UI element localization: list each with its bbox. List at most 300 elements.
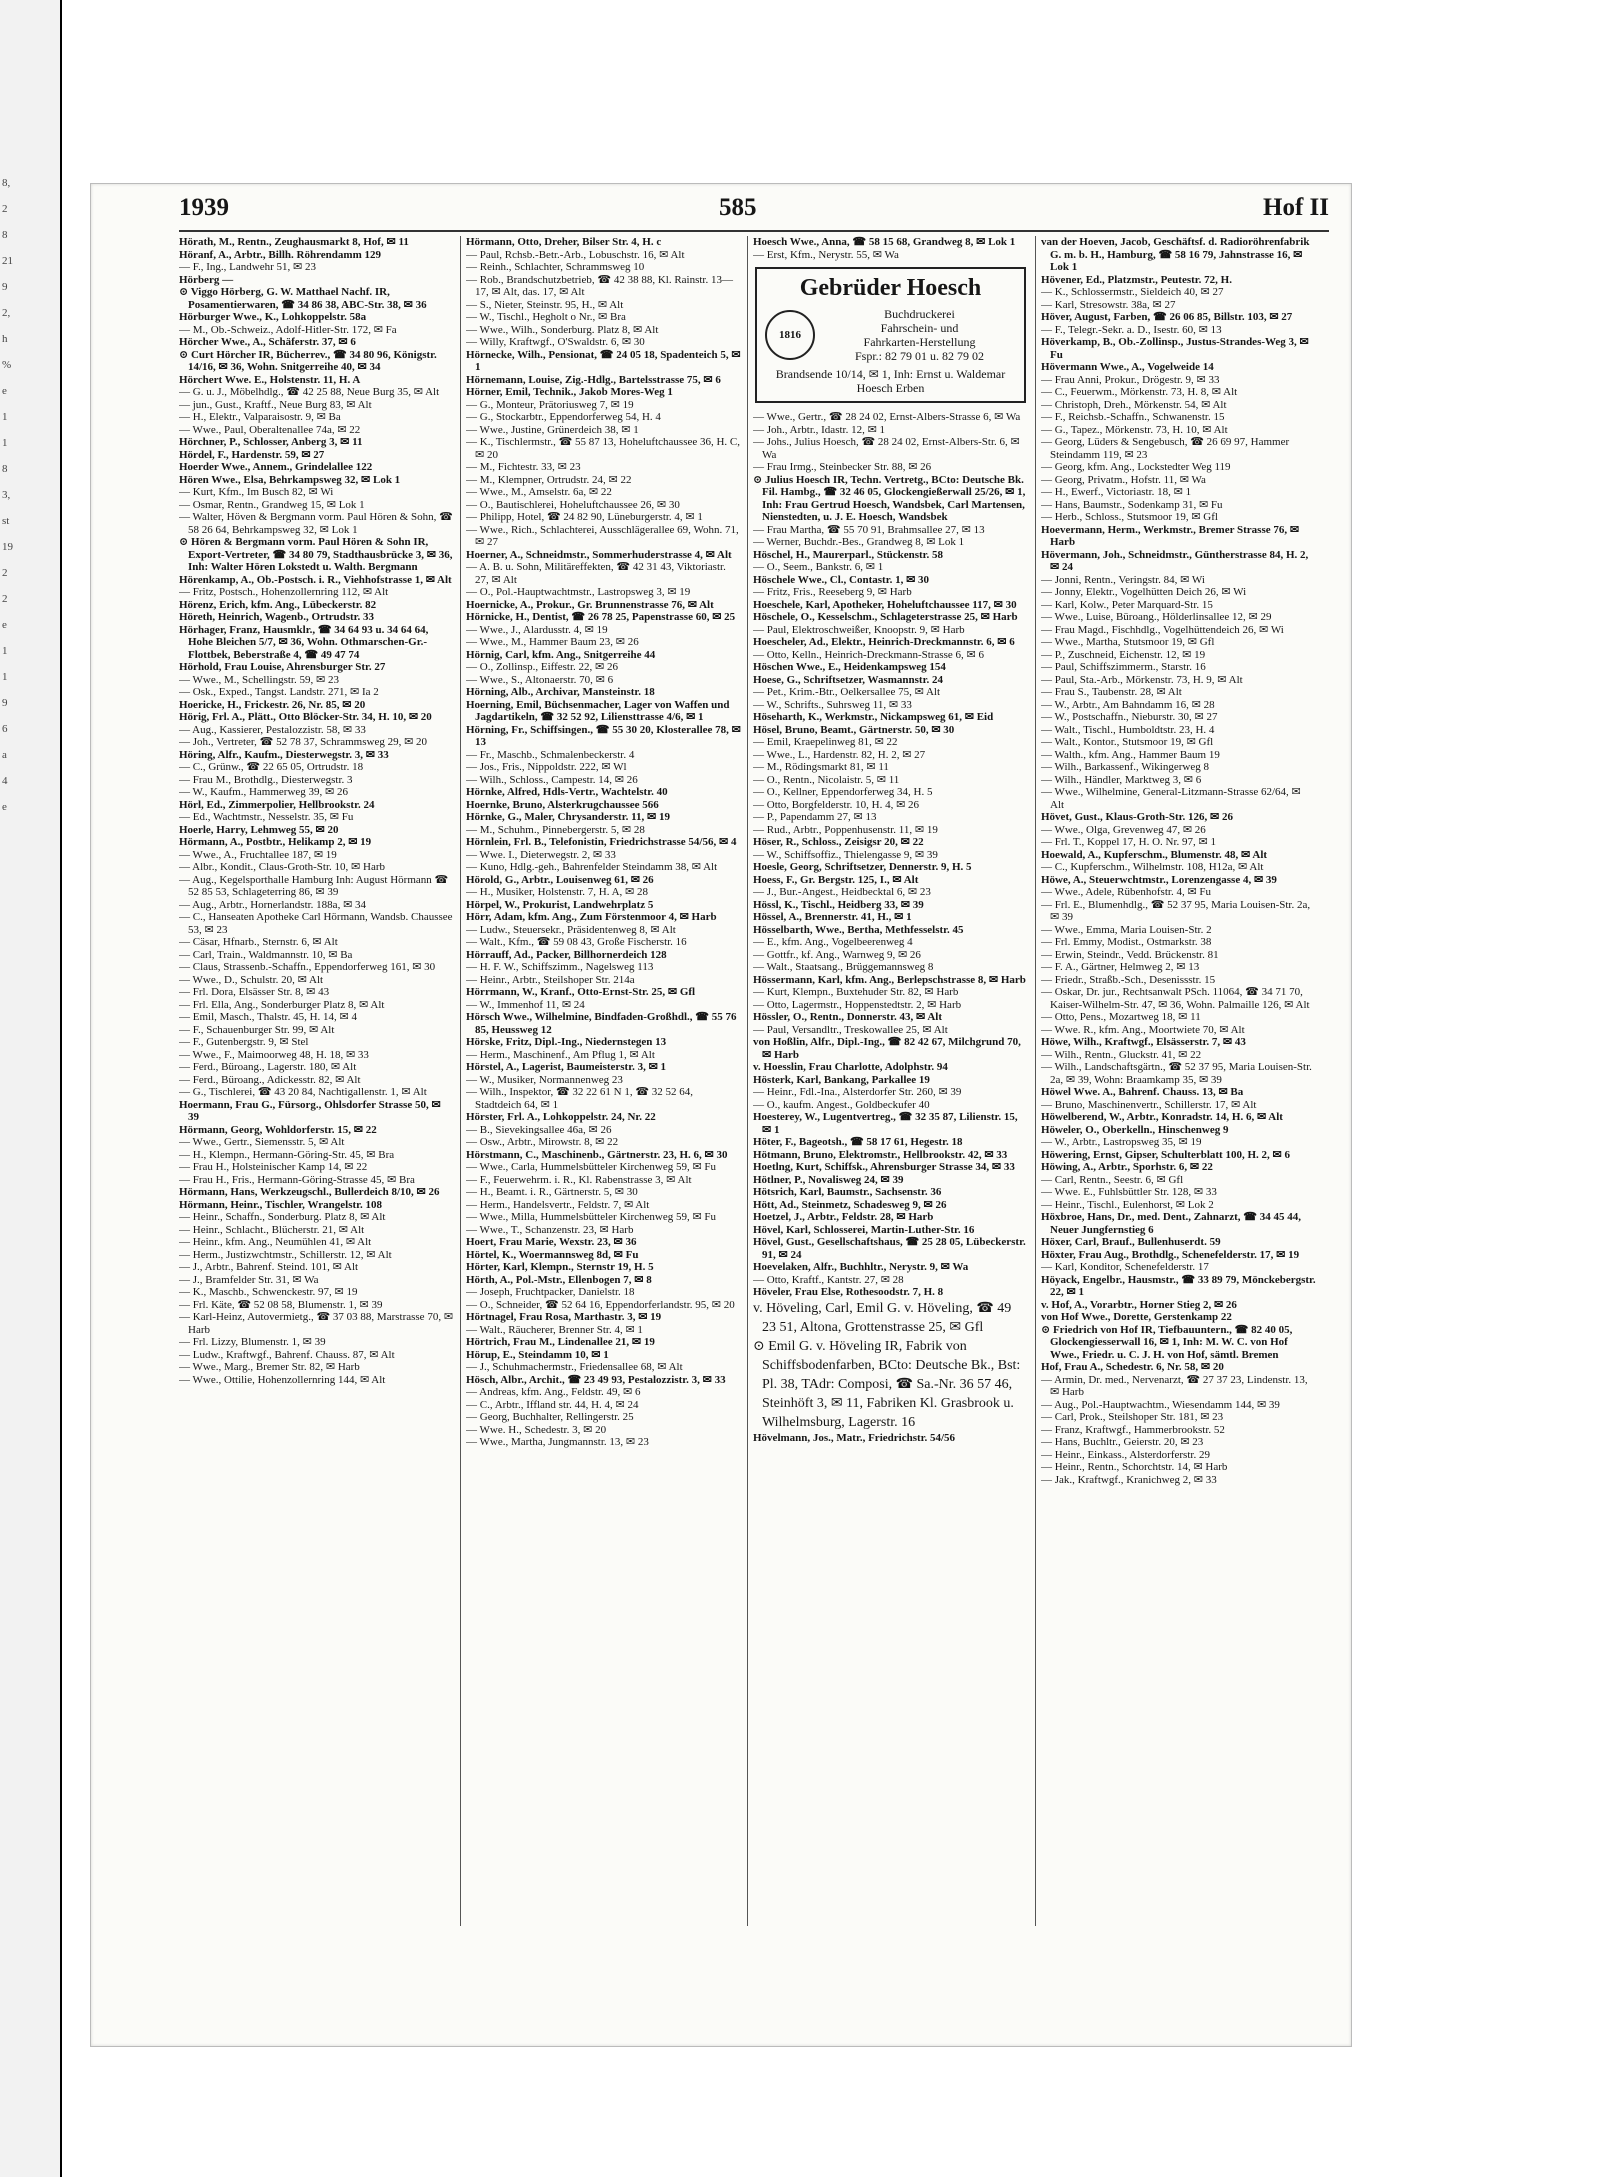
directory-entry: — Frl. Ella, Ang., Sonderburger Platz 8, ✉ Alt — [179, 998, 385, 1011]
margin-fragment: 1 — [2, 671, 8, 683]
directory-entry: — Jonny, Elektr., Vogelhütten Deich 26, ✉ Wi — [1041, 586, 1247, 598]
directory-entry: — F., Schauenburger Str. 99, ✉ Alt — [179, 1023, 335, 1036]
directory-entry: — Herm., Maschinenf., Am Pflug 1, ✉ Alt — [466, 1048, 655, 1061]
directory-entry: Höveler, Frau Else, Rothesoodstr. 7, H. 8 — [753, 1286, 944, 1298]
ad-title: Gebrüder Hoesch — [799, 275, 982, 301]
directory-entry: — Frau S., Taubenstr. 28, ✉ Alt — [1041, 686, 1182, 698]
directory-entry: — Friedr., Straßb.-Sch., Desenissstr. 15 — [1041, 973, 1216, 986]
directory-entry: — Wwe., Gertr., Siemensstr. 5, ✉ Alt — [179, 1136, 345, 1148]
directory-entry: Hoerle, Harry, Lehmweg 55, ✉ 20 — [179, 823, 339, 836]
directory-entry: — W., Musiker, Normannenweg 23 — [466, 1073, 623, 1086]
ad-line: Fspr.: 82 79 01 u. 82 79 02 — [854, 349, 984, 363]
directory-entry: — Karl-Heinz, Autovermietg., ☎ 37 03 88, Marstrasse 70, ✉ Harb — [179, 1311, 454, 1336]
directory-entry: — Pet., Krim.-Btr., Oelkersallee 75, ✉ Alt — [753, 686, 941, 698]
directory-entry: — Claus, Strassenb.-Schaffn., Eppendorferweg 161, ✉ 30 — [179, 961, 436, 973]
ad-footer: Brandsende 10/14, ✉ 1, Inh: Ernst u. Waldemar Hoesch Erben — [775, 367, 1006, 395]
margin-fragment: 2, — [2, 307, 11, 319]
directory-entry: — Heinr., Rentn., Schorchtstr. 14, ✉ Harb — [1041, 1461, 1228, 1473]
directory-entry: — G., Stockarbtr., Eppendorferweg 54, H. 4 — [466, 411, 661, 423]
directory-entry: — W., Kaufm., Hammerweg 39, ✉ 26 — [179, 786, 348, 798]
directory-entry: Hörhager, Franz, Hausmklr., ☎ 34 64 93 u. 34 64 64, Hohe Bleichen 5/7, ✉ 36, Wohn. Othmarschen-Gr.-Flottbek, Beberstraße 4, ☎ 49 47 74 — [179, 623, 429, 661]
directory-entry: — Wilh., Rentn., Gluckstr. 41, ✉ 22 — [1041, 1048, 1202, 1061]
directory-entry: Hötmann, Bruno, Elektromstr., Hellbrookstr. 42, ✉ 33 — [753, 1148, 1008, 1161]
directory-entry: — Heinr., Tischl., Eulenhorst, ✉ Lok 2 — [1041, 1198, 1214, 1211]
directory-entry: — W., Schiffsoffiz., Thielengasse 9, ✉ 39 — [753, 848, 938, 861]
directory-entry: — Heinr., Arbtr., Steilshoper Str. 214a — [466, 973, 635, 986]
margin-fragment: st — [2, 515, 10, 527]
directory-entry: — Wwe., M., Schellingstr. 59, ✉ 23 — [179, 673, 339, 686]
directory-entry: — K., Tischlermstr., ☎ 55 87 13, Hoheluftchaussee 36, H. C, ✉ 20 — [466, 436, 741, 461]
column-divider — [1035, 236, 1036, 1926]
directory-entry: — Oskar, Dr. jur., Rechtsanwalt PSch. 11064, ☎ 34 71 70, Kaiser-Wilhelm-Str. 47, ✉ 36, Wohn. Palmaille 126, ✉ Alt — [1041, 986, 1310, 1011]
directory-entry: Hörr, Adam, kfm. Ang., Zum Förstenmoor 4, ✉ Harb — [466, 911, 717, 923]
directory-entry: — Cäsar, Hfnarb., Sternstr. 6, ✉ Alt — [179, 936, 338, 948]
directory-entry: — Paul, Versandltr., Treskowallee 25, ✉ Alt — [753, 1023, 948, 1036]
margin-fragment: 2 — [2, 203, 8, 215]
directory-entry: Hörup, E., Steindamm 10, ✉ 1 — [466, 1348, 609, 1361]
directory-entry: Hörning, Fr., Schiffsingen., ☎ 55 30 20, Klosterallee 78, ✉ 13 — [466, 723, 741, 748]
directory-entry: — J., Schuhmachermstr., Friedensallee 68, ✉ Alt — [466, 1361, 683, 1373]
directory-entry: Höver, August, Farben, ☎ 26 06 85, Billstr. 103, ✉ 27 — [1041, 311, 1293, 323]
directory-entry: — Rud., Arbtr., Poppenhusenstr. 11, ✉ 19 — [753, 823, 938, 836]
directory-entry: — Aug., Kassierer, Pestalozzistr. 58, ✉ 33 — [179, 723, 366, 736]
directory-entry: — Wwe., Marg., Bremer Str. 82, ✉ Harb — [179, 1361, 360, 1373]
directory-entry: — Hans, Baumstr., Sodenkamp 31, ✉ Fu — [1041, 498, 1223, 511]
directory-entry: — Andreas, kfm. Ang., Feldstr. 49, ✉ 6 — [466, 1386, 641, 1398]
directory-entry: Hötsrich, Karl, Baumstr., Sachsenstr. 36 — [753, 1186, 942, 1198]
directory-entry: Hoert, Frau Marie, Wexstr. 23, ✉ 36 — [466, 1236, 637, 1248]
directory-entry: Höweler, O., Oberkelln., Hinschenweg 9 — [1041, 1123, 1229, 1136]
directory-entry: Höranf, A., Arbtr., Billh. Röhrendamm 129 — [179, 248, 381, 261]
directory-entry: — Heinr., Schlacht., Blücherstr. 21, ✉ Alt — [179, 1223, 365, 1236]
directory-entry: — M., Rödingsmarkt 81, ✉ 11 — [753, 761, 889, 773]
directory-entry: — Wwe. I., Dieterwegstr. 2, ✉ 33 — [466, 848, 616, 861]
directory-entry: — Wwe., L., Hardenstr. 82, H. 2, ✉ 27 — [753, 748, 926, 761]
margin-fragment: 8 — [2, 463, 8, 475]
directory-entry: — Ferd., Büroang., Adickesstr. 82, ✉ Alt — [179, 1073, 361, 1086]
directory-entry: — Otto, Pens., Mozartweg 18, ✉ 11 — [1041, 1011, 1201, 1023]
directory-entry: — Frl. Käte, ☎ 52 08 58, Blumenstr. 1, ✉ 39 — [179, 1298, 383, 1311]
directory-entry: — Wwe., Luise, Büroang., Hölderlinsallee 12, ✉ 29 — [1041, 611, 1272, 623]
directory-entry: — Wwe., Rich., Schlachterei, Ausschlägerallee 69, Wohn. 71, ✉ 27 — [466, 523, 739, 548]
directory-entry: Hösselbarth, Wwe., Bertha, Methfesselstr. 45 — [753, 923, 964, 936]
directory-entry: — F. A., Gärtner, Helmweg 2, ✉ 13 — [1041, 961, 1200, 973]
directory-entry: — Erst, Kfm., Nerystr. 55, ✉ Wa — [753, 248, 899, 261]
directory-entry: — Frl. Lizzy, Blumenstr. 1, ✉ 39 — [179, 1336, 326, 1348]
directory-entry: — H., Musiker, Holstenstr. 7, H. A, ✉ 28 — [466, 886, 649, 898]
directory-entry: — Karl, Konditor, Schenefelderstr. 17 — [1041, 1261, 1209, 1273]
directory-entry: — Georg, kfm. Ang., Lockstedter Weg 119 — [1041, 461, 1231, 473]
directory-entry: Hörcher Wwe., A., Schäferstr. 37, ✉ 6 — [179, 336, 356, 348]
directory-entry: — Wwe., M., Hammer Baum 23, ✉ 26 — [466, 636, 639, 648]
directory-entry: — Fritz, Postsch., Hohenzollernring 112, ✉ Alt — [179, 586, 389, 598]
directory-entry: — Fr., Maschb., Schmalenbeckerstr. 4 — [466, 748, 635, 761]
directory-entry: Hörnke, G., Maler, Chrysanderstr. 11, ✉ 19 — [466, 811, 670, 823]
directory-entry: — H., Elektr., Valparaisostr. 9, ✉ Ba — [179, 411, 341, 423]
advertisement-gebrueder-hoesch — [755, 267, 1026, 403]
directory-entry: Hörnig, Carl, kfm. Ang., Snitgerreihe 44 — [466, 648, 656, 661]
directory-entry: Hörrauff, Ad., Packer, Billhornerdeich 128 — [466, 948, 667, 961]
directory-entry: — Wwe., F., Maimoorweg 48, H. 18, ✉ 33 — [179, 1048, 369, 1061]
directory-entry: — Walt., Kontor., Stutsmoor 19, ✉ Gfl — [1041, 736, 1214, 748]
directory-entry: — Wwe., Ottilie, Hohenzollernring 144, ✉ Alt — [179, 1373, 386, 1386]
directory-entry: — Heinr., Fdl.-Ina., Alsterdorfer Str. 260, ✉ 39 — [753, 1086, 962, 1098]
directory-entry: Hösch, Albr., Archit., ☎ 23 49 93, Pestalozzistr. 3, ✉ 33 — [466, 1373, 726, 1386]
directory-entry: — Walt., Räucherer, Brenner Str. 4, ✉ 1 — [466, 1323, 643, 1336]
directory-entry: — H., Beamt. i. R., Gärtnerstr. 5, ✉ 30 — [466, 1186, 638, 1198]
directory-entry: — Wwe., Paul, Oberaltenallee 74a, ✉ 22 — [179, 423, 361, 436]
directory-entry: — O., kaufm. Angest., Goldbeckufer 40 — [753, 1098, 930, 1111]
directory-entry: Hörig, Frl. A., Plätt., Otto Blöcker-Str. 34, H. 10, ✉ 20 — [179, 711, 432, 723]
directory-entry: von Hof Wwe., Dorette, Gerstenkamp 22 — [1041, 1311, 1232, 1323]
directory-entry: — Wwe., Gertr., ☎ 28 24 02, Ernst-Albers-Strasse 6, ✉ Wa — [753, 411, 1021, 423]
directory-entry: Hörchner, P., Schlosser, Anberg 3, ✉ 11 — [179, 436, 363, 448]
directory-entry: Hof, Frau A., Schedestr. 6, Nr. 58, ✉ 20 — [1041, 1361, 1224, 1373]
directory-entry: — O., Zollinsp., Eiffestr. 22, ✉ 26 — [466, 661, 619, 673]
directory-entry: — Franz, Kraftwgf., Hammerbrookstr. 52 — [1041, 1423, 1225, 1436]
directory-entry: Höschele, O., Kesselschm., Schlageterstrasse 25, ✉ Harb — [753, 611, 1018, 623]
directory-entry: — Wwe., M., Amselstr. 6a, ✉ 22 — [466, 486, 612, 498]
margin-fragment: 4 — [2, 775, 8, 787]
directory-entry: — Wwe., T., Schanzenstr. 23, ✉ Harb — [466, 1223, 634, 1236]
ad-seal-emblem: 1816 — [765, 310, 815, 360]
directory-entry: — Fritz, Fris., Reeseberg 9, ✉ Harb — [753, 586, 912, 598]
margin-fragment: 1 — [2, 411, 8, 423]
directory-entry: — Otto, Borgfelderstr. 10, H. 4, ✉ 26 — [753, 798, 920, 811]
directory-entry: — Wwe., A., Fruchtallee 187, ✉ 19 — [179, 848, 337, 861]
directory-column-4 — [1041, 236, 1316, 1926]
directory-entry: Hörske, Fritz, Dipl.-Ing., Niedernstegen 13 — [466, 1036, 667, 1048]
directory-entry: ⊙ Julius Hoesch IR, Techn. Vertretg., BCto: Deutsche Bk. Fil. Hambg., ☎ 32 46 05, Glockengießerwall 25/26, ✉ 1, Inh: Frau Gertrud Hoesch, Wandsbek, Carl Martensen, Nienstedten, u. J. E. Hoesch, Wandsbek — [753, 473, 1026, 523]
directory-entry: — Frau H., Holsteinischer Kamp 14, ✉ 22 — [179, 1161, 368, 1173]
directory-entry: Hörpel, W., Prokurist, Landwehrplatz 5 — [466, 898, 654, 911]
directory-entry: — Heinr., kfm. Ang., Neumühlen 41, ✉ Alt — [179, 1236, 372, 1248]
directory-entry: — Jos., Fris., Nippoldstr. 222, ✉ Wl — [466, 761, 627, 773]
directory-entry: Hörmann, Hans, Werkzeugschl., Bullerdeich 8/10, ✉ 26 — [179, 1186, 440, 1198]
directory-entry: — Hans, Buchltr., Geierstr. 20, ✉ 23 — [1041, 1436, 1204, 1448]
directory-entry: — J., Bur.-Angest., Heidbecktal 6, ✉ 23 — [753, 886, 931, 898]
directory-entry: Hörstel, A., Lagerist, Baumeisterstr. 3, ✉ 1 — [466, 1061, 667, 1073]
directory-entry: Hörtel, K., Woermannsweg 8d, ✉ Fu — [466, 1248, 639, 1261]
directory-entry: — Walt., Tischl., Humboldtstr. 23, H. 4 — [1041, 723, 1215, 736]
directory-entry: — O., Schneider, ☎ 52 64 16, Eppendorferlandstr. 95, ✉ 20 — [466, 1298, 735, 1311]
directory-entry: Hörl, Ed., Zimmerpolier, Hellbrookstr. 24 — [179, 798, 375, 811]
directory-entry: — M., Ob.-Schweiz., Adolf-Hitler-Str. 172, ✉ Fa — [179, 323, 397, 336]
directory-entry: — Philipp, Hotel, ☎ 24 82 90, Lüneburgerstr. 4, ✉ 1 — [466, 511, 703, 523]
directory-entry: Hörenz, Erich, kfm. Ang., Lübeckerstr. 82 — [179, 598, 377, 611]
directory-entry: — Paul, Rchsb.-Betr.-Arb., Lobuschstr. 16, ✉ Alt — [466, 248, 685, 261]
directory-entry: — Wilh., Händler, Marktweg 3, ✉ 6 — [1041, 773, 1202, 786]
directory-entry: Hörtrich, Frau M., Lindenallee 21, ✉ 19 — [466, 1336, 655, 1348]
directory-entry: — C., Grünw., ☎ 22 65 05, Ortrudstr. 18 — [179, 761, 364, 773]
directory-entry: Hörenkamp, A., Ob.-Postsch. i. R., Viehhofstrasse 1, ✉ Alt — [179, 573, 452, 586]
directory-entry: — Wwe., Olga, Grevenweg 47, ✉ 26 — [1041, 823, 1206, 836]
margin-fragment: 9 — [2, 281, 8, 293]
directory-entry: Hörnicke, H., Dentist, ☎ 26 78 25, Papenstrasse 60, ✉ 25 — [466, 611, 736, 623]
directory-entry: Hövet, Gust., Klaus-Groth-Str. 126, ✉ 26 — [1041, 811, 1233, 823]
directory-entry: — Joseph, Fruchtpacker, Danielstr. 18 — [466, 1286, 635, 1298]
directory-entry: — C., Hanseaten Apotheke Carl Hörmann, Wandsb. Chaussee 53, ✉ 23 — [179, 911, 453, 936]
directory-entry: — Christoph, Dreh., Mörkenstr. 54, ✉ Alt — [1041, 398, 1227, 411]
directory-entry: ⊙ Hören & Bergmann vorm. Paul Hören & Sohn IR, Export-Vertreter, ☎ 34 80 79, Stadthausbrücke 3, ✉ 36, Inh: Walter Hören Lokstedt u. Walth. Bergmann — [179, 536, 453, 573]
directory-entry: Höschen Wwe., E., Heidenkampsweg 154 — [753, 661, 946, 673]
directory-entry: — Herm., Justizwchtmstr., Schillerstr. 12, ✉ Alt — [179, 1248, 392, 1261]
directory-entry: Höser, R., Schloss., Zeisigsr 20, ✉ 22 — [753, 836, 924, 848]
directory-entry: — jun., Gust., Kraftf., Neue Burg 83, ✉ Alt — [179, 398, 372, 411]
directory-entry: — H., Klempn., Hermann-Göring-Str. 45, ✉ Bra — [179, 1148, 395, 1161]
directory-entry: Hörold, G., Arbtr., Louisenweg 61, ✉ 26 — [466, 873, 654, 886]
margin-fragment: h — [2, 333, 8, 345]
directory-entry: Hörner, Emil, Technik., Jakob Mores-Weg 1 — [466, 386, 673, 398]
directory-entry: Hörath, M., Rentn., Zeughausmarkt 8, Hof, ✉ 11 — [179, 236, 409, 248]
directory-entry: — Frl. Dora, Elsässer Str. 8, ✉ 43 — [179, 986, 330, 998]
directory-entry: ⊙ Friedrich von Hof IR, Tiefbauuntern., ☎ 82 40 05, Glockengiesserwall 16, ✉ 1, Inh: M. W. C. von Hof Wwe., Friedr. u. C. J. H. von Hof, sämtl. Bremen — [1041, 1323, 1293, 1361]
directory-entry: — Kurt, Klempn., Buxtehuder Str. 82, ✉ Harb — [753, 986, 959, 998]
directory-entry: — Ludw., Kraftwgf., Bahrenf. Chauss. 87, ✉ Alt — [179, 1348, 395, 1361]
directory-entry: — Wwe., Martha, Jungmannstr. 13, ✉ 23 — [466, 1436, 649, 1448]
previous-page-text — [2, 170, 58, 1470]
directory-entry: — Wwe. R., kfm. Ang., Moortwiete 70, ✉ Alt — [1041, 1023, 1245, 1036]
directory-entry: — Wwe., Wilh., Sonderburg. Platz 8, ✉ Alt — [466, 323, 659, 336]
directory-entry: — Frl. T., Koppel 17, H. O. Nr. 97, ✉ 1 — [1041, 836, 1217, 848]
directory-entry: — O., Kellner, Eppendorferweg 34, H. 5 — [753, 786, 933, 798]
directory-entry: — Frl. Emmy, Modist., Ostmarkstr. 38 — [1041, 936, 1212, 948]
directory-entry: Höwe, A., Steuerwchtmstr., Lorenzengasse 4, ✉ 39 — [1041, 873, 1277, 886]
featured-entry: ⊙ Emil G. v. Höveling IR, Fabrik von Schiffsbodenfarben, BCto: Deutsche Bk., Bst: Pl. 38, TAdr: Composi, ☎ Sa.-Nr. 36 57 46, Steinhöft 3, ✉ 11, Fabriken Kl. Grasbrook u. Wilhelmsburg, Lagerstr. 16 — [753, 1338, 1021, 1430]
directory-entry: — Frau Magd., Fischhdlg., Vogelhüttendeich 26, ✉ Wi — [1041, 623, 1284, 636]
directory-entry: — Carl, Prok., Steilshoper Str. 181, ✉ 23 — [1041, 1411, 1224, 1423]
directory-entry: — F., Reichsb.-Schaffn., Schwanenstr. 15 — [1041, 411, 1225, 423]
margin-fragment: 9 — [2, 697, 8, 709]
directory-entry: Hoevermann, Herm., Werkmstr., Bremer Strasse 76, ✉ Harb — [1041, 523, 1300, 548]
directory-entry: Höxbroe, Hans, Dr., med. Dent., Zahnarzt, ☎ 34 45 44, Neuer Jungfernstieg 6 — [1041, 1211, 1301, 1236]
directory-page — [90, 183, 1352, 2047]
directory-entry: Hörnecke, Wilh., Pensionat, ☎ 24 05 18, Spadenteich 5, ✉ 1 — [466, 348, 741, 373]
ad-line: Fahrschein- und — [880, 321, 959, 335]
directory-entry: Hövermann, Joh., Schneidmstr., Güntherstrasse 84, H. 2, ✉ 24 — [1041, 548, 1309, 573]
directory-entry: — Walt., Staatsang., Brüggemannsweg 8 — [753, 961, 934, 973]
directory-entry: — Willy, Kraftwgf., O'Swaldstr. 6, ✉ 30 — [466, 336, 645, 348]
directory-entry: Höxter, Frau Aug., Brothdlg., Schenefelderstr. 17, ✉ 19 — [1041, 1248, 1300, 1261]
directory-entry: Hörnlein, Frl. B., Telefonistin, Friedrichstrasse 54/56, ✉ 4 — [466, 836, 737, 848]
directory-entry: — Otto, Kraftf., Kantstr. 27, ✉ 28 — [753, 1273, 904, 1286]
directory-entry: Höwe, Wilh., Kraftwgf., Elsässerstr. 7, ✉ 43 — [1041, 1036, 1246, 1048]
directory-entry: Hövener, Ed., Platzmstr., Peutestr. 72, H. — [1041, 273, 1232, 286]
directory-entry: — Reinh., Schlachter, Schrammsweg 10 — [466, 261, 645, 273]
header-page-number: 585 — [719, 194, 757, 221]
directory-entry: — Emil, Kraepelinweg 81, ✉ 22 — [753, 736, 898, 748]
directory-entry: — Werner, Buchdr.-Bes., Grandweg 8, ✉ Lok 1 — [753, 536, 965, 548]
directory-entry: ⊙ Viggo Hörberg, G. W. Matthael Nachf. IR, Posamentierwaren, ☎ 34 86 38, ABC-Str. 38, ✉ 36 — [179, 286, 427, 311]
directory-entry: — G. u. J., Möbelhdlg., ☎ 42 25 88, Neue Burg 35, ✉ Alt — [179, 386, 440, 398]
header-year: 1939 — [179, 194, 229, 221]
directory-entry: Hoewald, A., Kupferschm., Blumenstr. 48, ✉ Alt — [1041, 848, 1268, 861]
directory-entry: Hoesterey, W., Lugentvertreg., ☎ 32 35 87, Lilienstr. 15, ✉ 1 — [753, 1111, 1018, 1136]
directory-entry: — Gottfr., kf. Ang., Warnweg 9, ✉ 26 — [753, 948, 921, 961]
directory-entry: Hoesch Wwe., Anna, ☎ 58 15 68, Grandweg 8, ✉ Lok 1 — [753, 236, 1016, 248]
directory-entry: — Wilh., Barkassenf., Wikingerweg 8 — [1041, 761, 1209, 773]
directory-entry: Hoescheler, Ad., Elektr., Heinrich-Dreckmannstr. 6, ✉ 6 — [753, 636, 1015, 648]
directory-entry: — Wwe., J., Alardusstr. 4, ✉ 19 — [466, 623, 608, 636]
directory-entry: Hörberg — — [179, 273, 234, 286]
directory-entry: Hoerner, A., Schneidmstr., Sommerhuderstrasse 4, ✉ Alt — [466, 548, 732, 561]
directory-entry: Hoess, F., Gr. Bergstr. 125, I., ✉ Alt — [753, 873, 919, 886]
directory-entry: Hössler, O., Rentn., Donnerstr. 43, ✉ Alt — [753, 1011, 942, 1023]
directory-entry: — Jonni, Rentn., Veringstr. 84, ✉ Wi — [1041, 573, 1205, 586]
directory-entry: — Frau H., Fris., Hermann-Göring-Strasse 45, ✉ Bra — [179, 1173, 415, 1186]
directory-entry: — W., Schrifts., Suhrsweg 11, ✉ 33 — [753, 698, 912, 711]
directory-entry: Höyack, Engelbr., Hausmstr., ☎ 33 89 79, Mönckebergstr. 22, ✉ 1 — [1041, 1273, 1316, 1298]
directory-entry: Hött, Ad., Steinmetz, Schadesweg 9, ✉ 26 — [753, 1198, 947, 1211]
directory-entry: — Heinr., Einkass., Alsterdorferstr. 29 — [1041, 1448, 1210, 1461]
directory-entry: — Georg, Lüders & Sengebusch, ☎ 26 69 97, Hammer Steindamm 119, ✉ 23 — [1041, 436, 1290, 461]
directory-entry: — Karl, Kolw., Peter Marquard-Str. 15 — [1041, 598, 1213, 611]
directory-entry: Hören Wwe., Elsa, Behrkampsweg 32, ✉ Lok 1 — [179, 473, 401, 486]
margin-fragment: 2 — [2, 567, 8, 579]
directory-entry: — P., Papendamm 27, ✉ 13 — [753, 811, 877, 823]
directory-entry: Hoevelaken, Alfr., Buchhltr., Nerystr. 9, ✉ Wa — [753, 1261, 969, 1273]
directory-entry: — W., Immenhof 11, ✉ 24 — [466, 998, 585, 1011]
directory-entry: — Joh., Vertreter, ☎ 52 78 37, Schrammsweg 29, ✉ 20 — [179, 736, 428, 748]
directory-entry: Hörsch Wwe., Wilhelmine, Bindfaden-Großhdl., ☎ 55 76 85, Heussweg 12 — [466, 1011, 737, 1036]
directory-entry: — Armin, Dr. med., Nervenarzt, ☎ 27 37 23, Lindenstr. 13, ✉ Harb — [1041, 1373, 1308, 1398]
directory-entry: — A. B. u. Sohn, Militäreffekten, ☎ 42 31 43, Viktoriastr. 27, ✉ Alt — [466, 561, 726, 586]
directory-entry: Hörhold, Frau Louise, Ahrensburger Str. 27 — [179, 661, 386, 673]
directory-entry: — Wwe., Adele, Rübenhofstr. 4, ✉ Fu — [1041, 886, 1212, 898]
directory-entry: — Wwe., Martha, Stutsmoor 19, ✉ Gfl — [1041, 636, 1215, 648]
ad-line: Fahrkarten-Herstellung — [863, 335, 976, 349]
directory-entry: — Wwe., S., Altonaerstr. 70, ✉ 6 — [466, 673, 614, 686]
directory-entry: v. Hoesslin, Frau Charlotte, Adolphstr. 94 — [753, 1061, 948, 1073]
directory-entry: — Frl. E., Blumenhdlg., ☎ 52 37 95, Maria Louisen-Str. 2a, ✉ 39 — [1041, 898, 1311, 923]
directory-entry: — Wwe., Emma, Maria Louisen-Str. 2 — [1041, 923, 1212, 936]
directory-entry: — Paul, Elektroschweißer, Knoopstr. 9, ✉ Harb — [753, 623, 965, 636]
margin-fragment: e — [2, 619, 7, 631]
margin-fragment: 2 — [2, 593, 8, 605]
directory-entry: — Wwe., Justine, Grünerdeich 38, ✉ 1 — [466, 423, 639, 436]
directory-entry: — Carl, Rentn., Seestr. 6, ✉ Gfl — [1041, 1173, 1184, 1186]
directory-entry: Hörnke, Alfred, Hdls-Vertr., Wachtelstr. 40 — [466, 786, 668, 798]
directory-entry: — Frau Anni, Prokur., Drögestr. 9, ✉ 33 — [1041, 373, 1220, 386]
directory-column-1 — [179, 236, 454, 1926]
directory-entry: — G., Tischlerei, ☎ 43 20 84, Nachtigallenstr. 1, ✉ Alt — [179, 1086, 427, 1098]
directory-entry: Hövel, Karl, Schlosserei, Martin-Luther-Str. 16 — [753, 1223, 975, 1236]
margin-fragment: 6 — [2, 723, 8, 735]
ad-lines — [823, 307, 1016, 363]
directory-entry: — Otto, Kelln., Heinrich-Dreckmann-Strasse 6, ✉ 6 — [753, 648, 984, 661]
directory-entry: — Wwe., Wilhelmine, General-Litzmann-Strasse 62/64, ✉ Alt — [1041, 786, 1301, 811]
directory-entry: Höschele Wwe., Cl., Contastr. 1, ✉ 30 — [753, 573, 930, 586]
directory-entry: — K., Schlossermstr., Sieldeich 40, ✉ 27 — [1041, 286, 1224, 298]
directory-entry: — Frau Martha, ☎ 55 70 91, Brahmsallee 27, ✉ 13 — [753, 523, 985, 536]
margin-fragment: a — [2, 749, 7, 761]
directory-entry: Hövel, Gust., Gesellschaftshaus, ☎ 25 28 05, Lübeckerstr. 91, ✉ 24 — [753, 1236, 1026, 1261]
directory-entry: Hössel, A., Brennerstr. 41, H., ✉ 1 — [753, 911, 912, 923]
directory-entry: — Karl, Stresowstr. 38a, ✉ 27 — [1041, 298, 1176, 311]
directory-entry: — Wilh., Inspektor, ☎ 32 22 61 N 1, ☎ 32 52 64, Stadtdeich 64, ✉ 1 — [466, 1086, 694, 1111]
directory-entry: — Walter, Höven & Bergmann vorm. Paul Hören & Sohn, ☎ 58 26 64, Behrkampsweg 32, ✉ Lok 1 — [179, 511, 453, 536]
directory-entry: — M., Klempner, Ortrudstr. 24, ✉ 22 — [466, 473, 632, 486]
margin-fragment: 8 — [2, 229, 8, 241]
directory-entry: Hössermann, Karl, kfm. Ang., Berlepschstrasse 8, ✉ Harb — [753, 973, 1026, 986]
directory-entry: — Ferd., Büroang., Lagerstr. 180, ✉ Alt — [179, 1061, 357, 1073]
directory-entry: Hörnemann, Louise, Zig.-Hdlg., Bartelsstrasse 75, ✉ 6 — [466, 373, 721, 386]
directory-entry: — C., Arbtr., Iffland str. 44, H. 4, ✉ 24 — [466, 1398, 639, 1411]
featured-entry: v. Höveling, Carl, Emil G. v. Höveling, ☎ 49 23 51, Altona, Grottenstrasse 25, ✉ Gfl — [753, 1300, 1012, 1335]
directory-entry: Hoericke, H., Frickestr. 26, Nr. 85, ✉ 20 — [179, 698, 366, 711]
directory-entry: van der Hoeven, Jacob, Geschäftsf. d. Radioröhrenfabrik G. m. b. H., Hamburg, ☎ 58 16 79, Jahnstrasse 16, ✉ Lok 1 — [1041, 236, 1310, 273]
directory-entry: — K., Maschb., Schwenckestr. 97, ✉ 19 — [179, 1286, 358, 1298]
directory-entry: — Paul, Schiffszimmerm., Starstr. 16 — [1041, 661, 1206, 673]
directory-entry: Hörster, Frl. A., Lohkoppelstr. 24, Nr. 22 — [466, 1111, 656, 1123]
directory-entry: — Wilh., Schloss., Campestr. 14, ✉ 26 — [466, 773, 638, 786]
directory-entry: Hötlner, P., Novalisweg 24, ✉ 39 — [753, 1173, 904, 1186]
directory-entry: Hoerning, Emil, Büchsenmacher, Lager von Waffen und Jagdartikeln, ☎ 32 52 92, Liliensttrasse 4/6, ✉ 1 — [466, 698, 730, 723]
directory-entry: — Bruno, Maschinenvertr., Schillerstr. 17, ✉ Alt — [1041, 1098, 1257, 1111]
previous-page-edge — [0, 0, 62, 2177]
margin-fragment: 3, — [2, 489, 11, 501]
directory-entry: v. Hof, A., Vorarbtr., Horner Stieg 2, ✉ 26 — [1041, 1298, 1237, 1311]
directory-entry: — Aug., Pol.-Hauptwachtm., Wiesendamm 144, ✉ 39 — [1041, 1398, 1280, 1411]
directory-entry: — P., Zuschneid, Eichenstr. 12, ✉ 19 — [1041, 648, 1206, 661]
directory-entry: — H. F. W., Schiffszimm., Nagelsweg 113 — [466, 961, 654, 973]
margin-fragment: 21 — [2, 255, 13, 267]
directory-entry: — Frau M., Brothdlg., Diesterwegstr. 3 — [179, 773, 353, 786]
directory-entry: — Aug., Kegelsporthalle Hamburg Inh: August Hörmann ☎ 52 85 53, Schlageterring 86, ✉ 39 — [179, 873, 449, 898]
directory-entry: — Carl, Train., Waldmannstr. 10, ✉ Ba — [179, 948, 353, 961]
directory-entry: — W., Tischl., Hegholt o Nr., ✉ Bra — [466, 311, 626, 323]
directory-entry: Hoermann, Frau G., Fürsorg., Ohlsdorfer Strasse 50, ✉ 39 — [179, 1098, 441, 1123]
directory-entry: — Wwe. E., Fuhlsbüttler Str. 128, ✉ 33 — [1041, 1186, 1217, 1198]
ad-line: Buchdruckerei — [884, 307, 955, 321]
directory-entry: — M., Fichtestr. 33, ✉ 23 — [466, 461, 581, 473]
directory-entry: Hoesle, Georg, Schriftsetzer, Dennerstr. 9, H. 5 — [753, 861, 972, 873]
directory-entry: Höring, Alfr., Kaufm., Diesterwegstr. 3, ✉ 33 — [179, 748, 389, 761]
directory-entry: — F., Ing., Landwehr 51, ✉ 23 — [179, 261, 316, 273]
header-section: Hof II — [1263, 194, 1329, 221]
directory-entry: — M., Schuhm., Pinnebergerstr. 5, ✉ 28 — [466, 823, 645, 836]
directory-entry: — C., Kupferschm., Wilhelmstr. 108, H12a, ✉ Alt — [1041, 861, 1264, 873]
directory-entry: Hoese, G., Schriftsetzer, Wasmannstr. 24 — [753, 673, 943, 686]
margin-fragment: e — [2, 801, 7, 813]
directory-entry: — W., Arbtr., Am Bahndamm 16, ✉ 28 — [1041, 698, 1215, 711]
directory-entry: — Ed., Wachtmstr., Nesselstr. 35, ✉ Fu — [179, 811, 354, 823]
directory-entry: Hörchert Wwe. E., Holstenstr. 11, H. A — [179, 373, 361, 386]
margin-fragment: 1 — [2, 437, 8, 449]
directory-entry: — B., Sievekingsallee 46a, ✉ 26 — [466, 1123, 612, 1136]
directory-entry: — Wwe., Milla, Hummelsbütteler Kirchenweg 59, ✉ Fu — [466, 1211, 717, 1223]
directory-entry: — Paul, Sta.-Arb., Mörkenstr. 73, H. 9, ✉ Alt — [1041, 673, 1243, 686]
directory-entry: — F., Gutenbergstr. 9, ✉ Stel — [179, 1036, 309, 1048]
directory-entry: — Rob., Brandschutzbetrieb, ☎ 42 38 88, Kl. Rainstr. 13—17, ✉ Alt, das. 17, ✉ Alt — [466, 273, 733, 298]
directory-entry: — Emil, Masch., Thalstr. 45, H. 14, ✉ 4 — [179, 1011, 357, 1023]
directory-entry: — Joh., Arbtr., Idastr. 12, ✉ 1 — [753, 423, 886, 436]
directory-entry: — J., Bramfelder Str. 31, ✉ Wa — [179, 1273, 319, 1286]
directory-entry: — Heinr., Schaffn., Sonderburg. Platz 8, ✉ Alt — [179, 1211, 386, 1223]
directory-entry: — Kurt, Kfm., Im Busch 82, ✉ Wi — [179, 486, 334, 498]
directory-entry: — H., Ewerf., Victoriastr. 18, ✉ 1 — [1041, 486, 1192, 498]
directory-entry: Hörter, Karl, Klempn., Sternstr 19, H. 5 — [466, 1261, 654, 1273]
directory-entry: Hörmann, Otto, Dreher, Bilser Str. 4, H. c — [466, 236, 662, 248]
directory-entry: Hörning, Alb., Archivar, Mansteinstr. 18 — [466, 686, 655, 698]
directory-entry: Höverkamp, B., Ob.-Zollinsp., Justus-Strandes-Weg 3, ✉ Fu — [1041, 336, 1309, 361]
directory-entry: — G., Tapez., Mörkenstr. 73, H. 10, ✉ Alt — [1041, 423, 1228, 436]
directory-entry: — S., Nieter, Steinstr. 95, H., ✉ Alt — [466, 298, 624, 311]
directory-entry: — F., Feuerwehrm. i. R., Kl. Rabenstrasse 3, ✉ Alt — [466, 1173, 692, 1186]
directory-entry: Hössl, K., Tischl., Heidberg 33, ✉ 39 — [753, 898, 924, 911]
page-header — [179, 194, 1329, 230]
margin-fragment: e — [2, 385, 7, 397]
